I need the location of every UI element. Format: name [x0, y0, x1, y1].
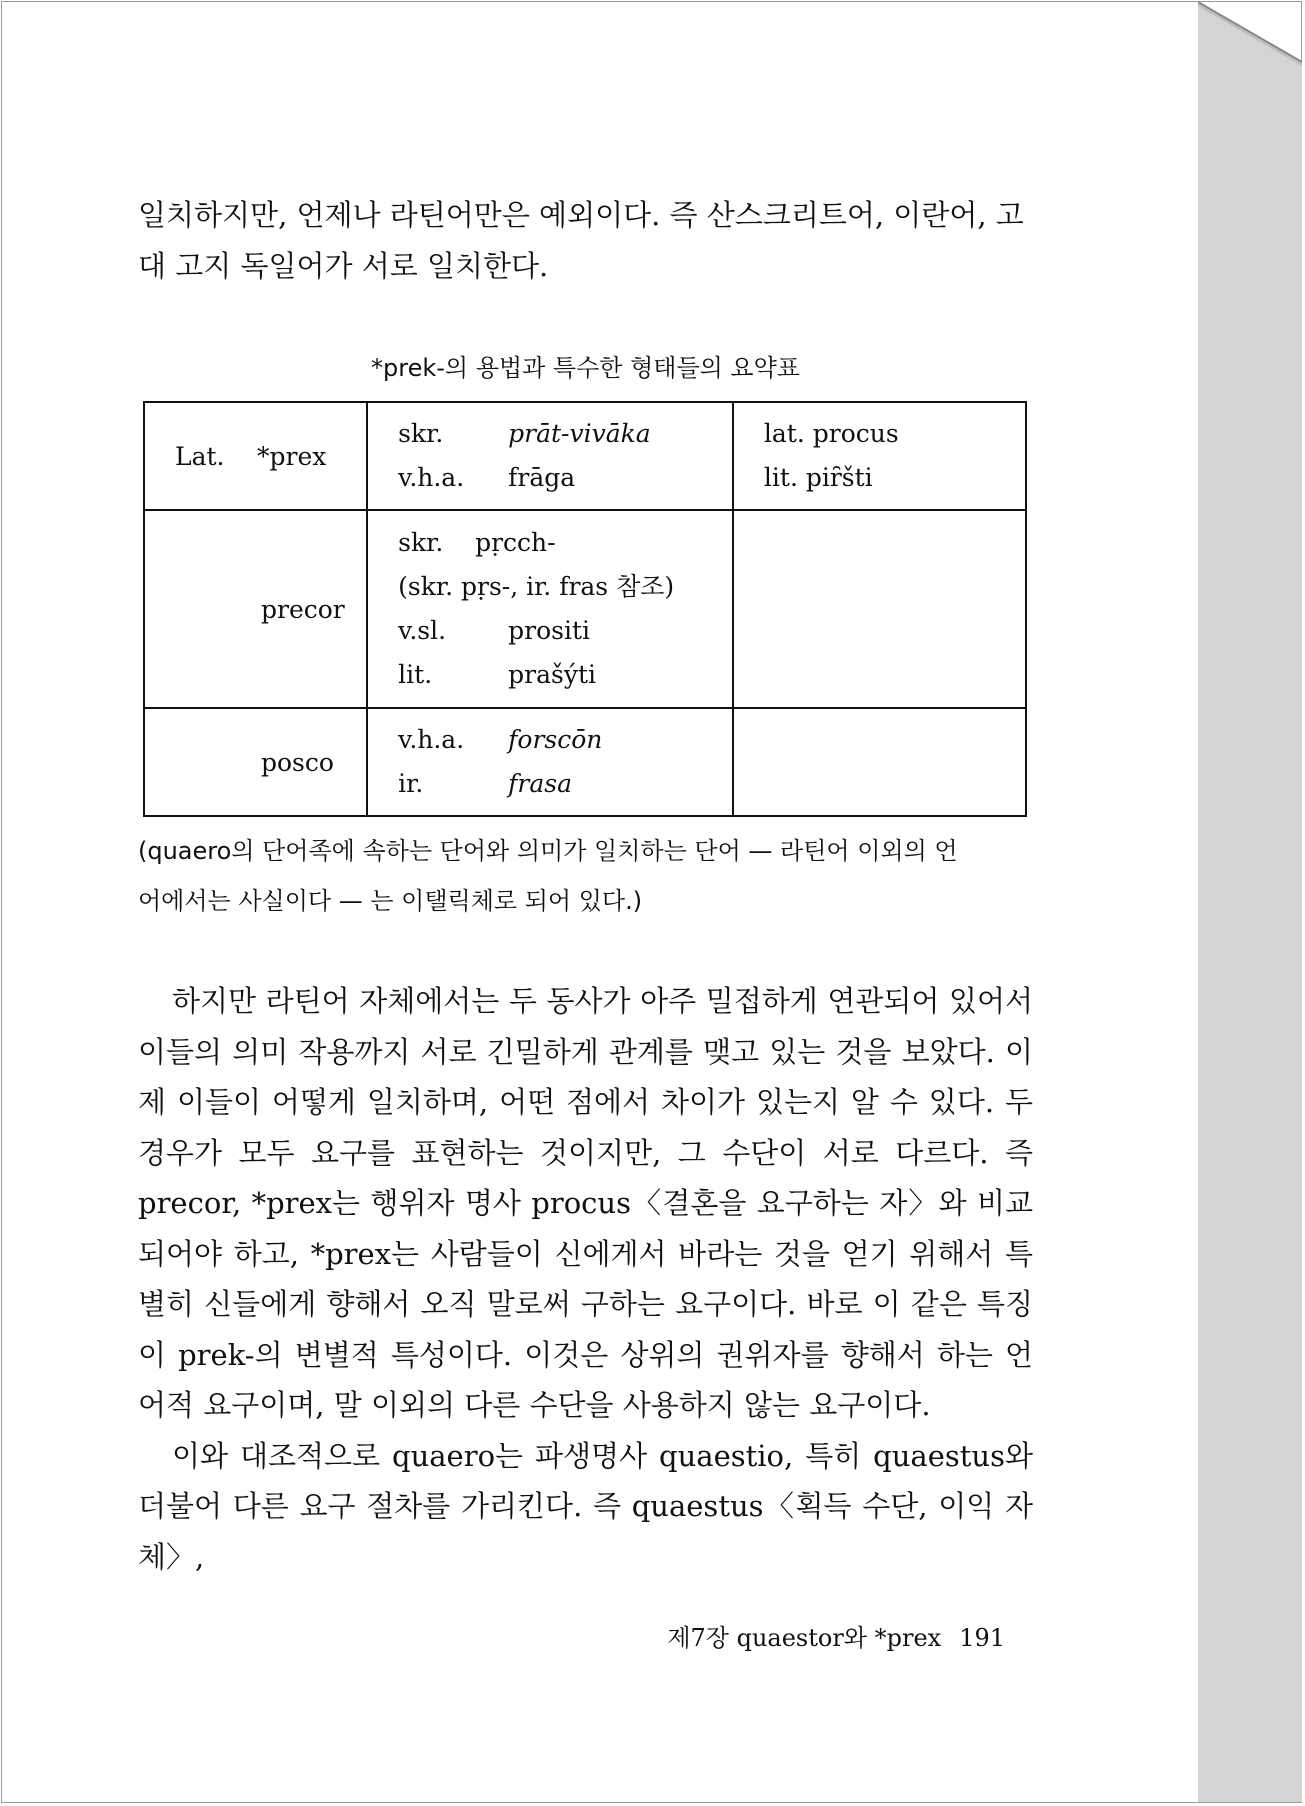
latin-label: Lat. [175, 441, 225, 471]
latin-word: precor [261, 594, 345, 624]
language-abbr: lit. [398, 660, 433, 689]
language-abbr: v.sl. [398, 616, 447, 645]
cognate-line [398, 653, 732, 697]
running-head: 제7장 quaestor와 *prex [667, 1624, 942, 1652]
cognate-word: frasa [508, 769, 572, 798]
cognates-cell [367, 510, 733, 708]
related-cell-empty [733, 510, 1026, 708]
table-row [144, 510, 1026, 708]
page-edge-fill [1198, 2, 1302, 1802]
language-abbr: v.h.a. [398, 463, 465, 492]
latin-cell [144, 510, 367, 708]
latin-word: *prex [257, 441, 327, 471]
latin-word: posco [261, 747, 334, 777]
table-note [138, 826, 1033, 926]
cognate-line [398, 609, 732, 653]
cognate-word: frāga [508, 463, 576, 492]
cognate-line [398, 412, 732, 456]
latin-cell [144, 708, 367, 816]
cognate-line [398, 456, 732, 500]
cognate-line [398, 762, 732, 806]
latin-cell [144, 402, 367, 510]
cognate-word: forscōn [508, 725, 603, 754]
table-note-line-1: (quaero의 단어족에 속하는 단어와 의미가 일치하는 단어 — 라틴어 이외의 언 [138, 837, 958, 865]
cognate-word: prositi [508, 616, 591, 645]
related-word: lat. procus [763, 419, 899, 448]
paragraph-main [138, 976, 1033, 1582]
paragraph-main-text: 하지만 라틴어 자체에서는 두 동사가 아주 밀접하게 연관되어 있어서 이들의 의미 작용까지 서로 긴밀하게 관계를 맺고 있는 것을 보았다. 이제 이들이 어떻게 일치하며, 어떤 점에서 차이가 있는지 알 수 있다. 두 경우가 모두 요구를 표현하는 것이지만, 그 수단이 서로 다르다. 즉 precor, *prex는 행위자 명사 procus〈결혼을 요구하는 자〉와 비교되어야 하고, *prex는 사람들이 신에게서 바라는 것을 얻기 위해서 특별히 신들에게 향해서 오직 말로써 구하는 요구이다. 바로 이 같은 특징이 prek-의 변별적 특성이다. 이것은 상위의 권위자를 향해서 하는 언어적 요구이며, 말 이외의 다른 수단을 사용하지 않는 요구이다. [138, 984, 1033, 1422]
table-note-line-2: 어에서는 사실이다 — 는 이탤릭체로 되어 있다.) [138, 887, 643, 915]
cognate-word: prāt-vivāka [508, 419, 651, 448]
cognate-note: (skr. pṛs-, ir. fras 참조) [398, 572, 675, 601]
page-edge-shadow [1198, 2, 1302, 1802]
cognate-line: skr. pṛcch- [398, 528, 556, 557]
related-cell [733, 402, 1026, 510]
table-caption: *prek-의 용법과 특수한 형태들의 요약표 [371, 354, 800, 382]
language-abbr: v.h.a. [398, 725, 465, 754]
cognates-cell [367, 402, 733, 510]
page-number: 191 [959, 1624, 1005, 1652]
paragraph-top-line-1: 일치하지만, 언제나 라틴어만은 예외이다. 즉 산스크리트어, 이란어, 고 [138, 198, 1024, 232]
page-footer [667, 1618, 1005, 1653]
table-row [144, 708, 1026, 816]
summary-table [143, 401, 1027, 817]
paragraph-top-line-2: 대 고지 독일어가 서로 일치한다. [138, 248, 549, 283]
table-row [144, 402, 1026, 510]
related-cell-empty [733, 708, 1026, 816]
cognates-cell [367, 708, 733, 816]
cognate-line [398, 718, 732, 762]
paragraph-last-text: 이와 대조적으로 quaero는 파생명사 quaestio, 특히 quaestus와 더불어 다른 요구 절차를 가리킨다. 즉 quaestus〈획득 수단, 이익 자체〉, [138, 1438, 1033, 1574]
paragraph-top [138, 190, 1033, 291]
language-abbr: ir. [398, 769, 424, 798]
cognate-word: prašýti [508, 660, 597, 689]
language-abbr: skr. [398, 419, 444, 448]
related-word: lit. piȓšti [763, 463, 873, 492]
